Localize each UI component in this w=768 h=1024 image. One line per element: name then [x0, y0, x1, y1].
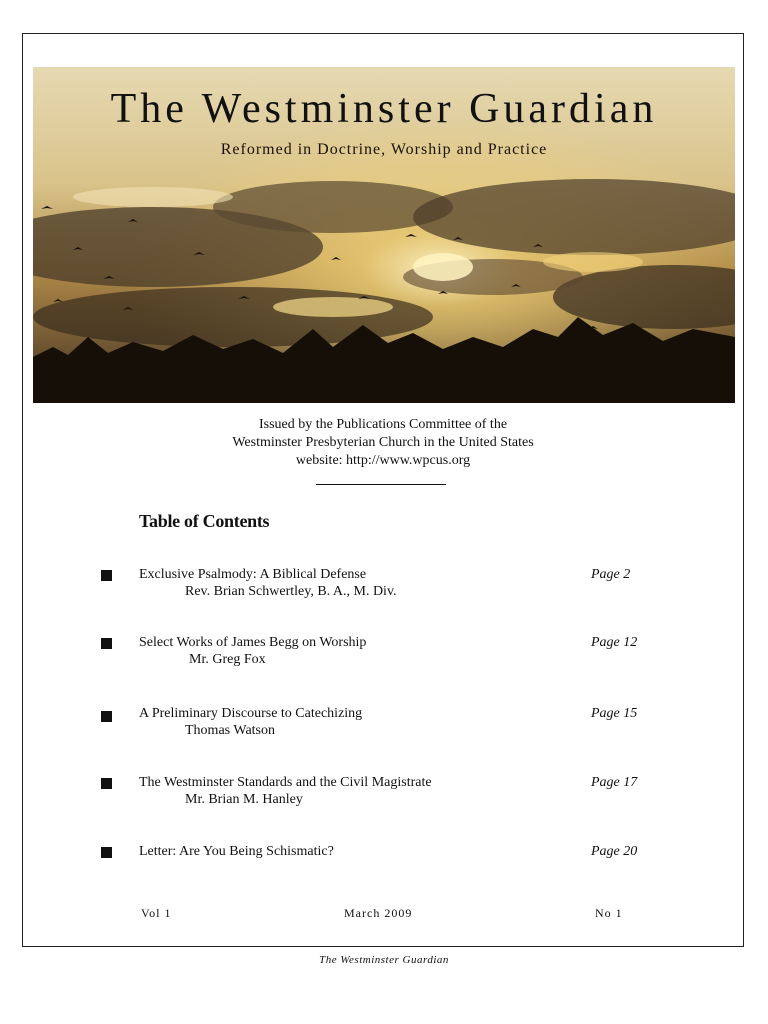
square-bullet-icon: [101, 847, 112, 858]
toc-entry-page: Page 12: [591, 635, 638, 650]
toc-entry-title: Select Works of James Begg on Worship: [139, 635, 367, 650]
toc-entry-title: A Preliminary Discourse to Catechizing: [139, 706, 363, 721]
square-bullet-icon: [101, 570, 112, 581]
website-line[interactable]: website: http://www.wpcus.org: [295, 453, 471, 468]
publisher-info: [22, 416, 744, 470]
toc-entry-author: Rev. Brian Schwertley, B. A., M. Div.: [185, 584, 397, 599]
masthead-subtitle: Reformed in Doctrine, Worship and Practice: [220, 141, 548, 158]
toc-entry-title: Exclusive Psalmody: A Biblical Defense: [139, 567, 367, 582]
footer-volume: Vol 1: [141, 906, 172, 920]
toc-entry-title: Letter: Are You Being Schismatic?: [139, 844, 334, 859]
publisher-line-1: Issued by the Publications Committee of the: [258, 417, 508, 432]
square-bullet-icon: [101, 711, 112, 722]
toc-entry-title: The Westminster Standards and the Civil Magistrate: [139, 775, 432, 790]
toc-entry-page: Page 2: [591, 567, 631, 582]
divider: [316, 484, 446, 485]
masthead-title: The Westminster Guardian: [110, 86, 658, 132]
toc-entry-page: Page 15: [591, 706, 638, 721]
publisher-line-2: Westminster Presbyterian Church in the United States: [232, 435, 534, 450]
toc-heading: Table of Contents: [139, 511, 270, 531]
toc-entry-author: Mr. Brian M. Hanley: [185, 792, 303, 807]
footer-date: March 2009: [344, 906, 413, 920]
running-footer: The Westminster Guardian: [319, 954, 449, 966]
toc-entry-page: Page 17: [591, 775, 638, 790]
square-bullet-icon: [101, 638, 112, 649]
masthead-banner: [33, 67, 735, 403]
toc-entry-author: Thomas Watson: [185, 723, 275, 738]
toc-entry-page: Page 20: [591, 844, 638, 859]
toc-entry-author: Mr. Greg Fox: [189, 652, 266, 667]
square-bullet-icon: [101, 778, 112, 789]
footer-number: No 1: [595, 906, 623, 920]
